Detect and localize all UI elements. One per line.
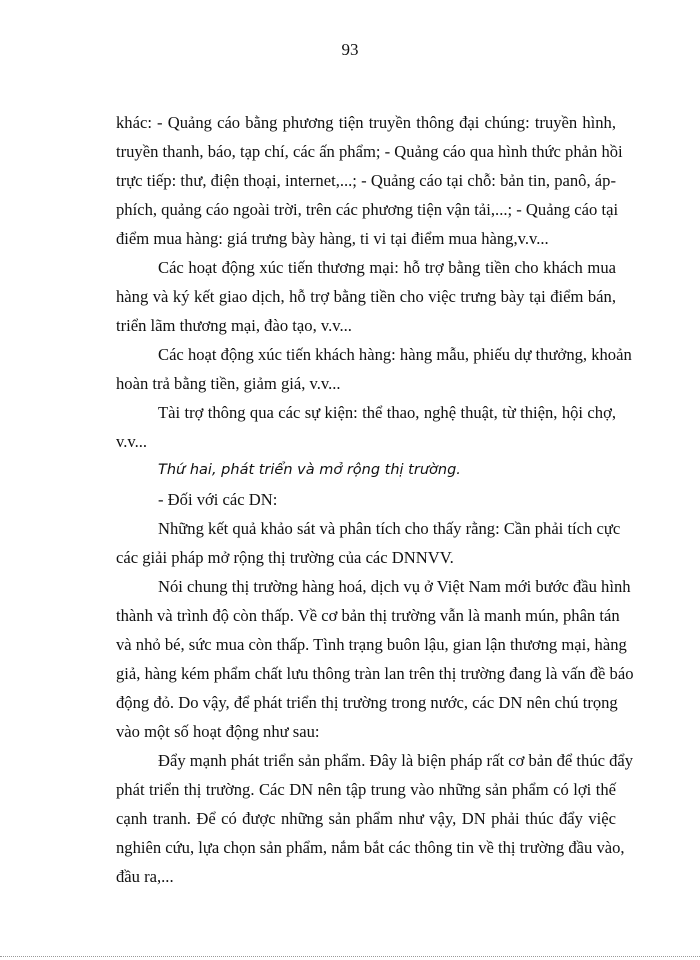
text-line: Nói chung thị trường hàng hoá, dịch vụ ở Việt Nam mới bước đầu hình <box>158 577 631 596</box>
text-line: truyền thanh, báo, tạp chí, các ấn phẩm; - Quảng cáo qua hình thức phản hồi <box>116 142 623 161</box>
text-line: khác: - Quảng cáo bằng phương tiện truyền thông đại chúng: truyền hình, <box>116 113 616 132</box>
text-line: hàng và ký kết giao dịch, hỗ trợ bằng tiền cho việc trưng bày tại điểm bán, <box>116 287 616 306</box>
text-line: triển lãm thương mại, đào tạo, v.v... <box>116 316 352 335</box>
text-line: điểm mua hàng: giá trưng bày hàng, ti vi tại điểm mua hàng,v.v... <box>116 229 549 248</box>
text-line: đầu ra,... <box>116 867 174 886</box>
text-line: các giải pháp mở rộng thị trường của các DNNVV. <box>116 548 454 567</box>
text-line: phát triển thị trường. Các DN nên tập trung vào những sản phẩm có lợi thế <box>116 780 616 799</box>
text-line: hoàn trả bằng tiền, giảm giá, v.v... <box>116 374 341 393</box>
text-line: Tài trợ thông qua các sự kiện: thể thao, nghệ thuật, từ thiện, hội chợ, <box>158 403 616 422</box>
text-line: thành và trình độ còn thấp. Về cơ bản thị trường vẫn là manh mún, phân tán <box>116 606 620 625</box>
page-number: 93 <box>341 40 359 59</box>
text-line: Các hoạt động xúc tiến thương mại: hỗ trợ bằng tiền cho khách mua <box>158 258 616 277</box>
document-body <box>116 108 634 891</box>
subsection-heading: - Đối với các DN: <box>158 490 278 509</box>
text-line: giả, hàng kém phẩm chất lưu thông tràn lan trên thị trường đang là vấn đề báo <box>116 664 634 683</box>
text-line: nghiên cứu, lựa chọn sản phẩm, nắm bắt các thông tin về thị trường đầu vào, <box>116 838 625 857</box>
text-line: trực tiếp: thư, điện thoại, internet,...; - Quảng cáo tại chỗ: bản tin, panô, áp- <box>116 171 616 190</box>
text-line: vào một số hoạt động như sau: <box>116 722 320 741</box>
section-heading: Thứ hai, phát triển và mở rộng thị trường. <box>158 462 461 478</box>
text-line: động đỏ. Do vậy, để phát triển thị trường trong nước, các DN nên chú trọng <box>116 693 618 712</box>
text-line: phích, quảng cáo ngoài trời, trên các phương tiện vận tải,...; - Quảng cáo tại <box>116 200 619 219</box>
text-line: cạnh tranh. Để có được những sản phẩm như vậy, DN phải thúc đẩy việc <box>116 809 616 828</box>
text-line: Đẩy mạnh phát triển sản phẩm. Đây là biện pháp rất cơ bản để thúc đẩy <box>158 751 634 770</box>
text-line: Những kết quả khảo sát và phân tích cho thấy rằng: Cần phải tích cực <box>158 519 621 538</box>
text-line: Các hoạt động xúc tiến khách hàng: hàng mẫu, phiếu dự thưởng, khoản <box>158 345 632 364</box>
text-line: v.v... <box>116 432 148 451</box>
bottom-divider <box>0 956 700 957</box>
text-line: và nhỏ bé, sức mua còn thấp. Tình trạng buôn lậu, gian lận thương mại, hàng <box>116 635 627 654</box>
